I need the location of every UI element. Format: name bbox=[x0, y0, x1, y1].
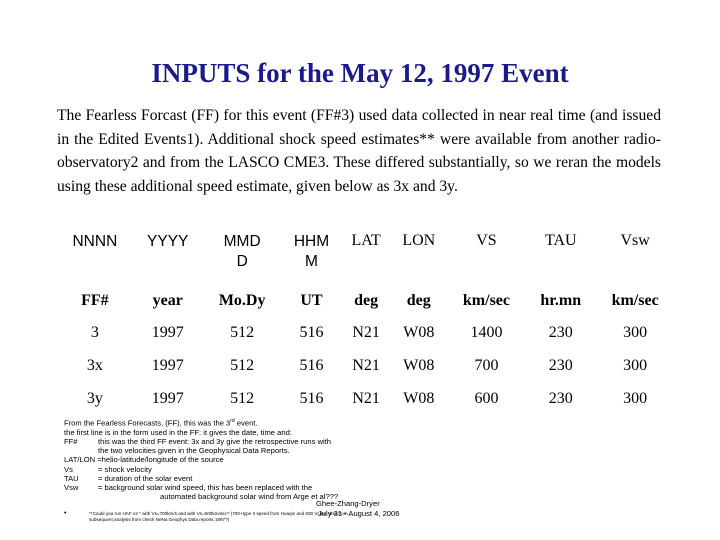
table-cell: 230 bbox=[548, 356, 573, 374]
intro-text: The Fearless Forcast (FF) for this event (FF#3) used data collected in near real time (and issued in the Edited Events1). Additional shock speed estimates** were available from another radio-observatory2 and from the LASCO CME3. These differed substantially, so we reran the models using these additional speed estimate, given below as 3x and 3y. bbox=[57, 107, 661, 195]
header-cell: LON bbox=[402, 232, 436, 249]
note-line: From the Fearless Forecasts, (FF), this was the 3rd event. bbox=[64, 418, 258, 428]
table-cell: 300 bbox=[623, 389, 648, 407]
header-cell: VS bbox=[476, 232, 497, 249]
bullet-note bbox=[64, 511, 464, 523]
intro-paragraph bbox=[57, 104, 661, 198]
table-cell: 230 bbox=[548, 323, 573, 341]
header-cell: NNNN bbox=[72, 233, 118, 250]
table-cell: 300 bbox=[623, 356, 648, 374]
bullet-text-line: subsequent analysis from check NeNa Geophys Data reports 1997?) bbox=[89, 517, 230, 522]
header-cell: LAT bbox=[351, 232, 381, 249]
table-cell: 600 bbox=[474, 389, 499, 407]
table-cell: 1997 bbox=[151, 323, 184, 341]
note-line: FF# this was the third FF event: 3x and 3y give the retrospective runs with bbox=[64, 436, 331, 446]
bullet-text-line: **Could you run HAF v2 * with Vs=700km/s and with Vs=600km/sec? (700+type II speed from Huaqin and 600 Vcme, also from bbox=[89, 511, 348, 516]
table-row bbox=[57, 382, 675, 415]
table-cell: N21 bbox=[352, 323, 380, 341]
table-units-row bbox=[57, 286, 675, 316]
table-cell: N21 bbox=[352, 389, 380, 407]
table-cell: 516 bbox=[299, 356, 324, 374]
table-cell: 1400 bbox=[470, 323, 503, 341]
table-cell: W08 bbox=[403, 356, 435, 374]
table-cell: W08 bbox=[403, 323, 435, 341]
table-cell: 700 bbox=[474, 356, 499, 374]
table-cell: 516 bbox=[299, 323, 324, 341]
note-line: TAU = duration of the solar event bbox=[64, 473, 193, 483]
header-cell: TAU bbox=[544, 232, 577, 249]
unit-cell: km/sec bbox=[462, 292, 510, 309]
note-line: Vs = shock velocity bbox=[64, 464, 152, 474]
unit-cell: FF# bbox=[81, 292, 109, 309]
table-cell: W08 bbox=[403, 389, 435, 407]
event-inputs-table bbox=[57, 226, 675, 415]
table-row bbox=[57, 316, 675, 349]
table-cell: 3 bbox=[90, 323, 99, 341]
footer-date: July 31 - August 4, 2006 bbox=[318, 509, 400, 518]
table-cell: 512 bbox=[230, 356, 255, 374]
table-cell: 1997 bbox=[151, 356, 184, 374]
footnotes bbox=[64, 417, 484, 501]
header-cell: Vsw bbox=[620, 232, 650, 249]
note-line: the first line is in the form used in the FF: it gives the date, time and: bbox=[64, 427, 292, 437]
table-cell: 512 bbox=[230, 323, 255, 341]
table-cell: 512 bbox=[230, 389, 255, 407]
table-cell: 300 bbox=[623, 323, 648, 341]
table-cell: 230 bbox=[548, 389, 573, 407]
unit-cell: UT bbox=[300, 292, 323, 309]
header-cell: YYYY bbox=[147, 233, 189, 250]
table-row bbox=[57, 349, 675, 382]
table-cell: 1997 bbox=[151, 389, 184, 407]
unit-cell: Mo.Dy bbox=[218, 292, 266, 309]
note-line: Vsw = background solar wind speed, this has been replaced with the bbox=[64, 482, 313, 492]
table-cell: 516 bbox=[299, 389, 324, 407]
table-cell: 3x bbox=[86, 356, 103, 374]
bullet-icon: • bbox=[64, 510, 67, 517]
note-line: automated background solar wind from Arge et al??? bbox=[160, 492, 339, 502]
header-cell: MMD D bbox=[223, 233, 261, 270]
unit-cell: deg bbox=[406, 292, 431, 309]
header-cell: HHM M bbox=[293, 233, 330, 270]
table-cell: 3y bbox=[86, 389, 103, 407]
unit-cell: km/sec bbox=[611, 292, 659, 309]
note-line: LAT/LON =helio-latitude/longitude of the source bbox=[64, 455, 224, 465]
footer-authors: Ghee-Zhang-Dryer bbox=[316, 499, 380, 508]
slide-title: INPUTS for the May 12, 1997 Event bbox=[151, 58, 569, 88]
unit-cell: deg bbox=[354, 292, 379, 309]
table-cell: N21 bbox=[352, 356, 380, 374]
unit-cell: hr.mn bbox=[540, 292, 582, 309]
table-header-row bbox=[57, 226, 675, 286]
unit-cell: year bbox=[152, 292, 183, 309]
note-line: the two velocities given in the Geophysical Data Reports. bbox=[98, 446, 290, 456]
